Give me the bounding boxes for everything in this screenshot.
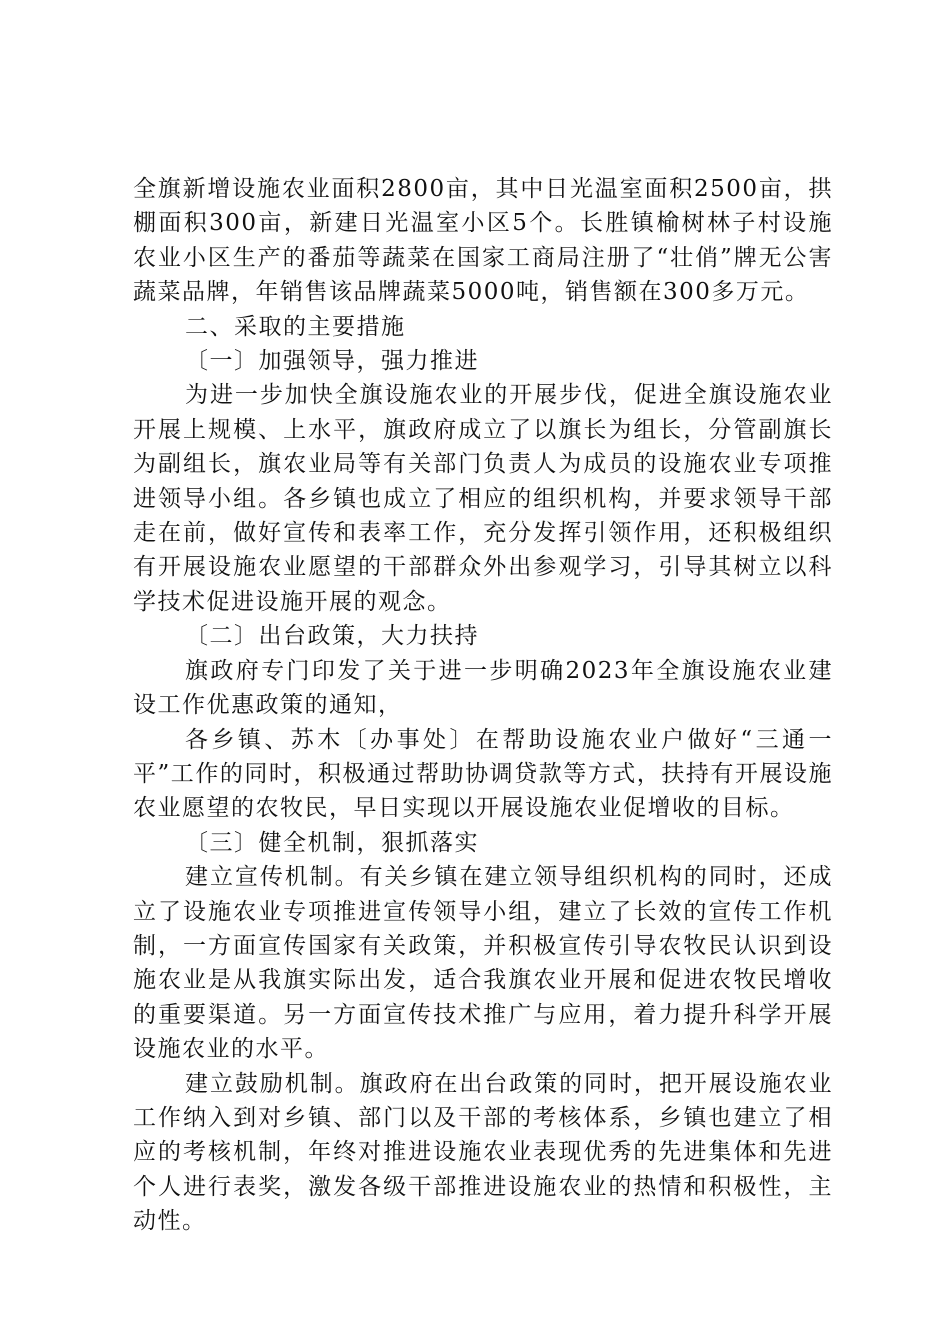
paragraph-leadership: 为进一步加快全旗设施农业的开展步伐，促进全旗设施农业开展上规模、上水平，旗政府成立了以旗长为组长，分管副旗长为副组长，旗农业局等有关部门负责人为成员的设施农业专项推进领导小组。各乡镇也成立了相应的组织机构，并要求领导干部走在前，做好宣传和表率工作，充分发挥引领作用，还积极组织有开展设施农业愿望的干部群众外出参观学习，引导其树立以科学技术促进设施开展的观念。 (133, 382, 833, 615)
paragraph-intro: 全旗新增设施农业面积2800亩，其中日光温室面积2500亩，拱棚面积300亩，新建日光温室小区5个。长胜镇榆树林子村设施农业小区生产的番茄等蔬菜在国家工商局注册了“壮俏”牌无公害蔬菜品牌，年销售该品牌蔬菜5000吨，销售额在300多万元。 (133, 176, 833, 306)
section-heading-2: 二、采取的主要措施 (185, 313, 406, 340)
subsection-heading-2: 〔二〕出台政策，大力扶持 (185, 623, 479, 650)
paragraph-policy-notice: 旗政府专门印发了关于进一步明确2023年全旗设施农业建设工作优惠政策的通知， (133, 657, 833, 719)
subsection-heading-3: 〔三〕健全机制，狠抓落实 (185, 829, 479, 856)
subsection-heading-1: 〔一〕加强领导，强力推进 (185, 348, 479, 375)
paragraph-publicity-mechanism: 建立宣传机制。有关乡镇在建立领导组织机构的同时，还成立了设施农业专项推进宣传领导小组，建立了长效的宣传工作机制，一方面宣传国家有关政策，并积极宣传引导农牧民认识到设施农业是从我旗实际出发，适合我旗农业开展和促进农牧民增收的重要渠道。另一方面宣传技术推广与应用，着力提升科学开展设施农业的水平。 (133, 864, 833, 1063)
document-page (133, 172, 833, 1239)
paragraph-policy-support: 各乡镇、苏木〔办事处〕在帮助设施农业户做好“三通一平”工作的同时，积极通过帮助协调贷款等方式，扶持有开展设施农业愿望的农牧民，早日实现以开展设施农业促增收的目标。 (133, 726, 833, 822)
paragraph-incentive-mechanism: 建立鼓励机制。旗政府在出台政策的同时，把开展设施农业工作纳入到对乡镇、部门以及干部的考核体系，乡镇也建立了相应的考核机制，年终对推进设施农业表现优秀的先进集体和先进个人进行表奖，激发各级干部推进设施农业的热情和积极性，主动性。 (133, 1070, 833, 1235)
